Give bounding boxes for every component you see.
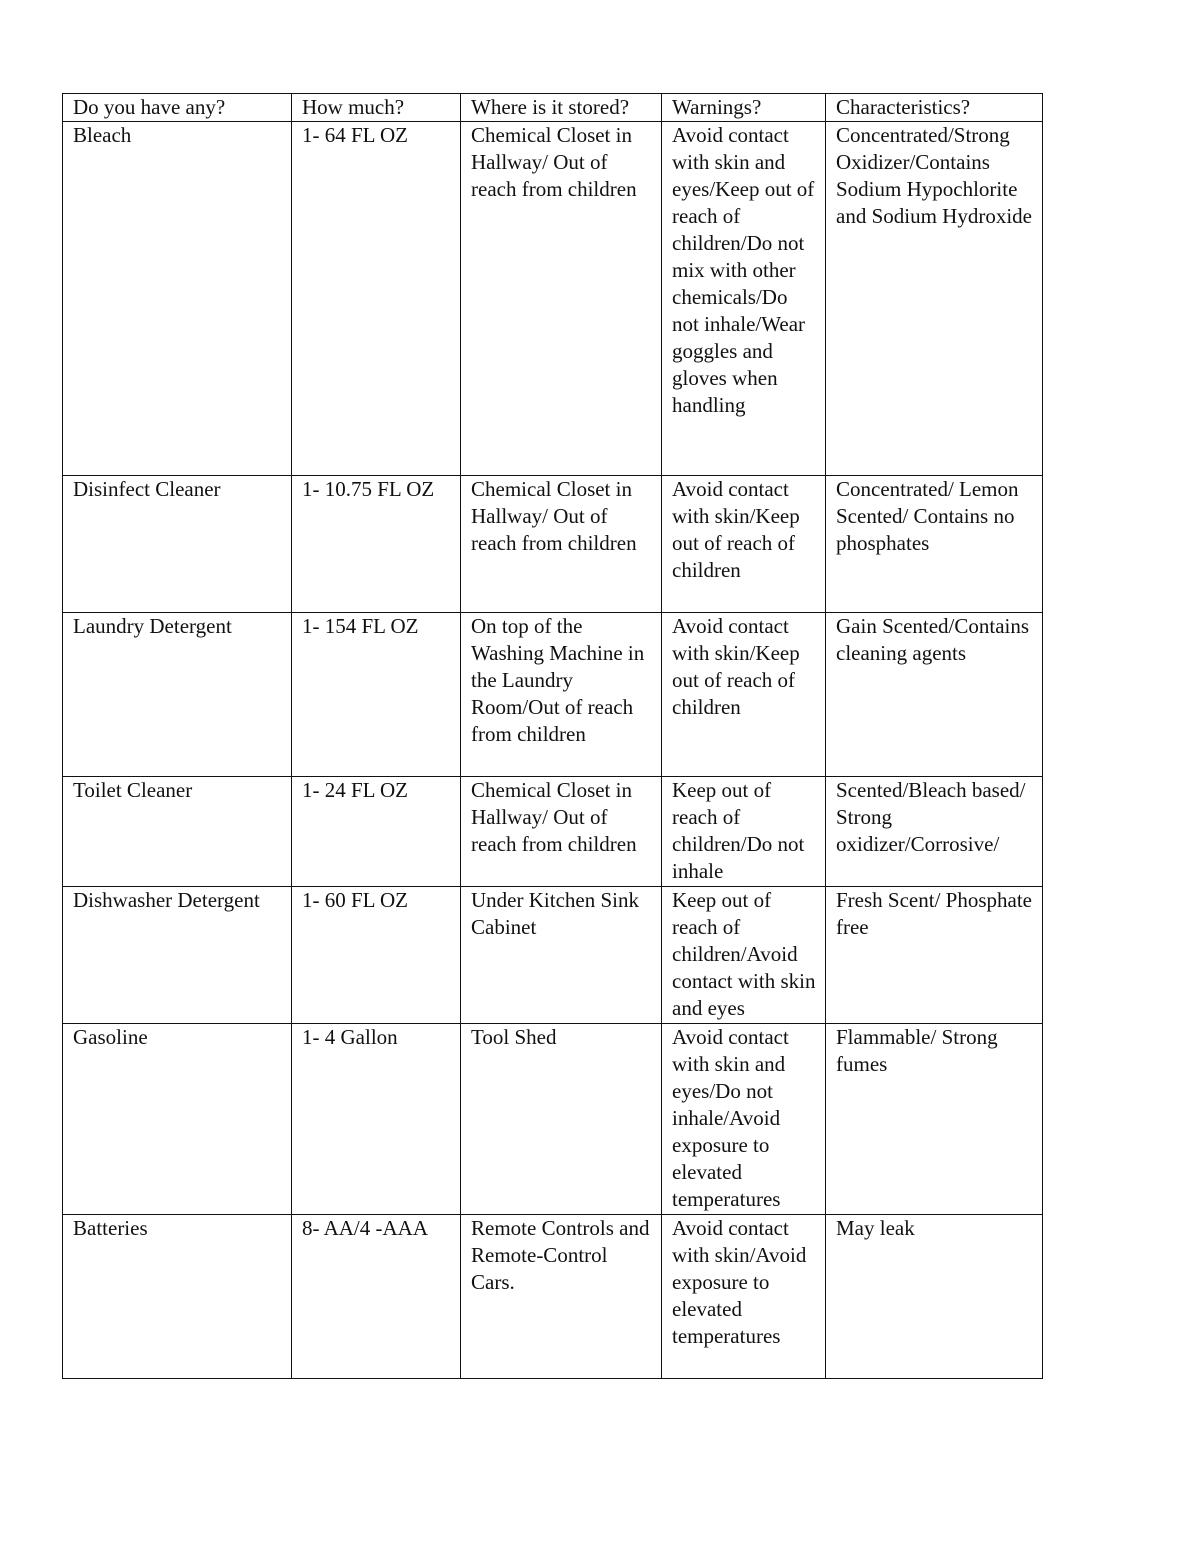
amount-cell: 1- 60 FL OZ: [292, 887, 461, 1024]
storage-cell: On top of the Washing Machine in the Laundry Room/Out of reach from children: [461, 613, 662, 777]
amount-cell: 1- 64 FL OZ: [292, 122, 461, 476]
item-cell: Dishwasher Detergent: [63, 887, 292, 1024]
storage-cell: Tool Shed: [461, 1024, 662, 1215]
amount-cell: 1- 24 FL OZ: [292, 777, 461, 887]
amount-cell: 8- AA/4 -AAA: [292, 1215, 461, 1379]
characteristics-cell: Fresh Scent/ Phosphate free: [826, 887, 1043, 1024]
header-characteristics: Characteristics?: [826, 94, 1043, 122]
warnings-cell: Avoid contact with skin/Keep out of reach of children: [662, 476, 826, 613]
amount-cell: 1- 10.75 FL OZ: [292, 476, 461, 613]
storage-cell: Chemical Closet in Hallway/ Out of reach from children: [461, 476, 662, 613]
storage-cell: Under Kitchen Sink Cabinet: [461, 887, 662, 1024]
header-storage: Where is it stored?: [461, 94, 662, 122]
characteristics-cell: Concentrated/Strong Oxidizer/Contains Sodium Hypochlorite and Sodium Hydroxide: [826, 122, 1043, 476]
item-cell: Toilet Cleaner: [63, 777, 292, 887]
item-cell: Disinfect Cleaner: [63, 476, 292, 613]
amount-cell: 1- 4 Gallon: [292, 1024, 461, 1215]
table-header-row: [63, 94, 1043, 122]
header-amount: How much?: [292, 94, 461, 122]
warnings-cell: Keep out of reach of children/Do not inhale: [662, 777, 826, 887]
storage-cell: Chemical Closet in Hallway/ Out of reach from children: [461, 777, 662, 887]
header-warnings: Warnings?: [662, 94, 826, 122]
header-item: Do you have any?: [63, 94, 292, 122]
item-cell: Laundry Detergent: [63, 613, 292, 777]
characteristics-cell: May leak: [826, 1215, 1043, 1379]
storage-cell: Remote Controls and Remote-Control Cars.: [461, 1215, 662, 1379]
characteristics-cell: Gain Scented/Contains cleaning agents: [826, 613, 1043, 777]
warnings-cell: Avoid contact with skin and eyes/Keep out of reach of children/Do not mix with other chemicals/Do not inhale/Wear goggles and gloves when handling: [662, 122, 826, 476]
table-row: [63, 613, 1043, 777]
table-row: [63, 887, 1043, 1024]
warnings-cell: Avoid contact with skin/Keep out of reach of children: [662, 613, 826, 777]
storage-cell: Chemical Closet in Hallway/ Out of reach from children: [461, 122, 662, 476]
characteristics-cell: Concentrated/ Lemon Scented/ Contains no phosphates: [826, 476, 1043, 613]
table-row: [63, 122, 1043, 476]
characteristics-cell: Scented/Bleach based/ Strong oxidizer/Corrosive/: [826, 777, 1043, 887]
table-row: [63, 1215, 1043, 1379]
hazardous-materials-table: [62, 93, 1043, 1379]
warnings-cell: Avoid contact with skin/Avoid exposure to elevated temperatures: [662, 1215, 826, 1379]
characteristics-cell: Flammable/ Strong fumes: [826, 1024, 1043, 1215]
table-row: [63, 1024, 1043, 1215]
warnings-cell: Avoid contact with skin and eyes/Do not inhale/Avoid exposure to elevated temperatures: [662, 1024, 826, 1215]
table-row: [63, 777, 1043, 887]
warnings-cell: Keep out of reach of children/Avoid contact with skin and eyes: [662, 887, 826, 1024]
amount-cell: 1- 154 FL OZ: [292, 613, 461, 777]
item-cell: Gasoline: [63, 1024, 292, 1215]
item-cell: Bleach: [63, 122, 292, 476]
table-row: [63, 476, 1043, 613]
item-cell: Batteries: [63, 1215, 292, 1379]
